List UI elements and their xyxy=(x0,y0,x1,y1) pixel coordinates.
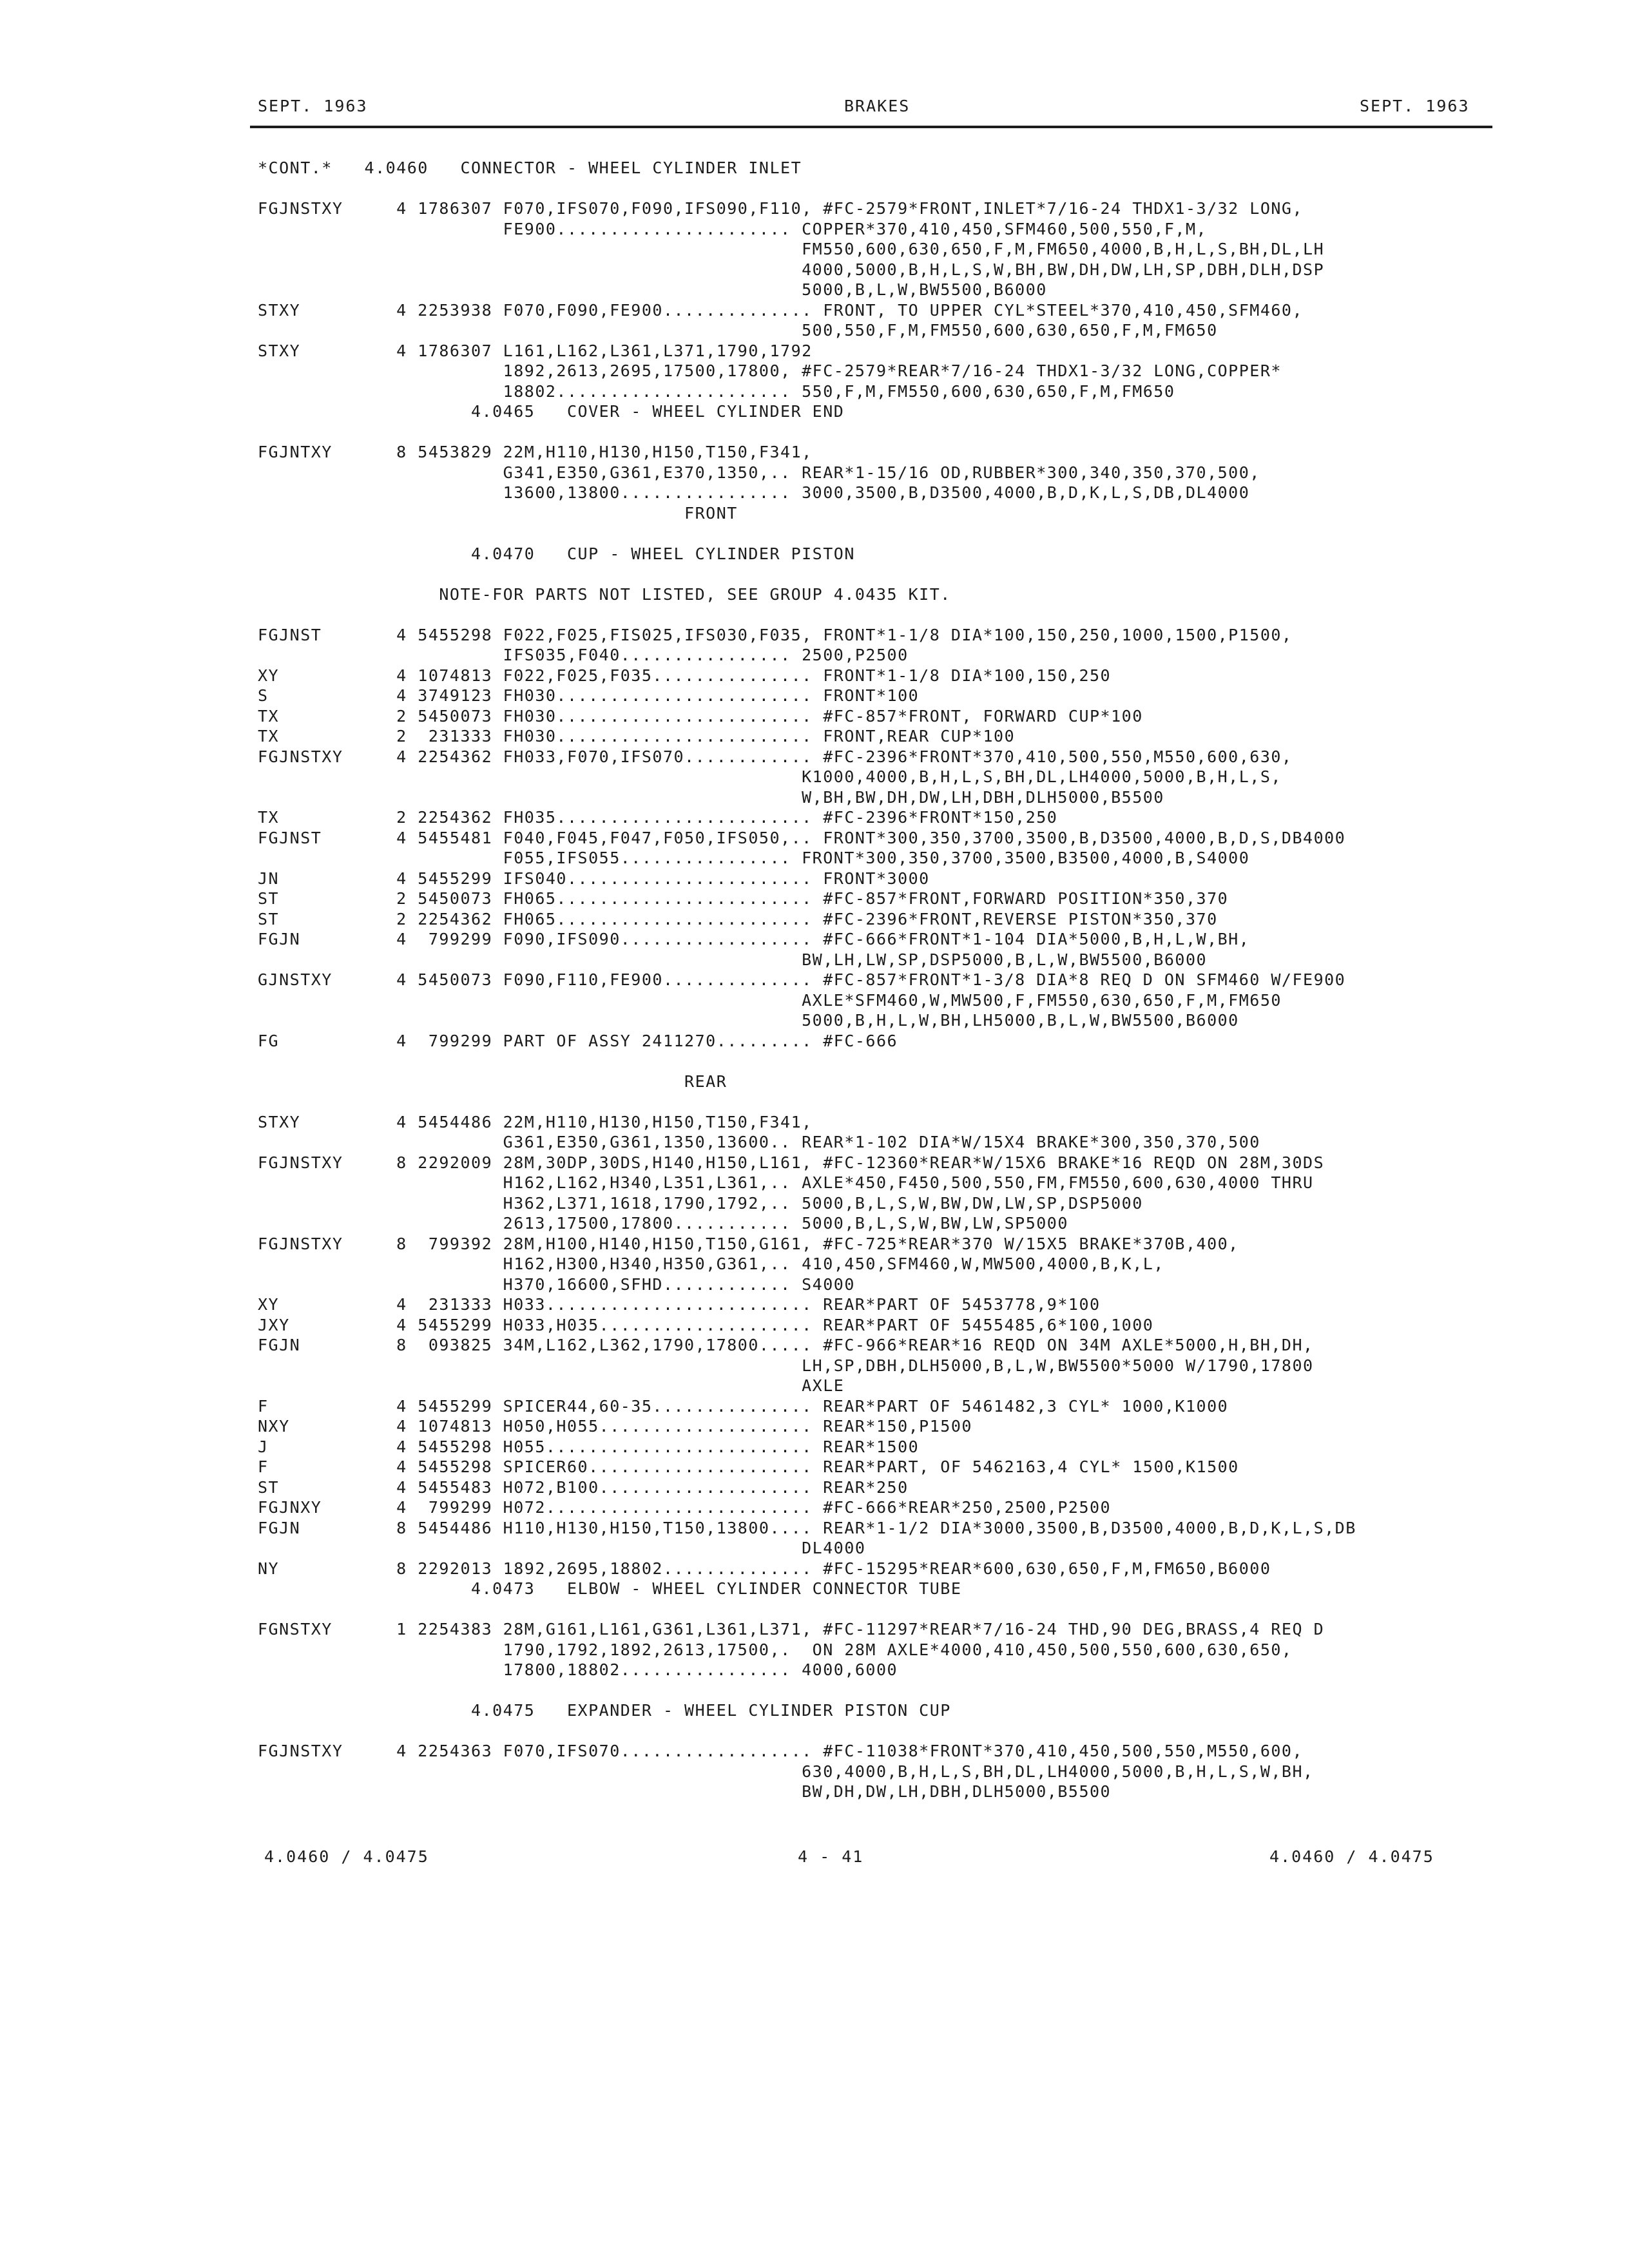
part-entry-line: JXY 4 5455299 H033,H035.................... REAR*PART OF 5455485,6*100,1000 xyxy=(258,1315,1154,1334)
footer-range-right: 4.0460 / 4.0475 xyxy=(1269,1847,1434,1866)
part-entry-line: FGJN 4 799299 F090,IFS090.................. #FC-666*FRONT*1-104 DIA*5000,B,H,L,W,BH, xyxy=(258,930,1250,948)
part-entry-line: NY 8 2292013 1892,2695,18802.............. #FC-15295*REAR*600,630,650,F,M,FM650,B6000 xyxy=(258,1559,1271,1578)
part-continuation-line: 1790,1792,1892,2613,17500,. ON 28M AXLE*4000,410,450,500,550,600,630,650, xyxy=(258,1640,1293,1659)
header-date-right: SEPT. 1963 xyxy=(1360,97,1470,115)
part-entry-line: ST 2 2254362 FH065........................ #FC-2396*FRONT,REVERSE PISTON*350,370 xyxy=(258,909,1218,928)
part-entry-line: FGJN 8 093825 34M,L162,L362,1790,17800..... #FC-966*REAR*16 REQD ON 34M AXLE*5000,H,BH,DH, xyxy=(258,1336,1314,1354)
part-entry-line: S 4 3749123 FH030........................ FRONT*100 xyxy=(258,686,920,705)
part-continuation-line: H162,L162,H340,L351,L361,.. AXLE*450,F450,500,550,FM,FM550,600,630,4000 THRU xyxy=(258,1173,1314,1192)
part-entry-line: TX 2 2254362 FH035........................ #FC-2396*FRONT*150,250 xyxy=(258,808,1058,827)
footer-range-left: 4.0460 / 4.0475 xyxy=(264,1847,429,1866)
part-entry-line: FG 4 799299 PART OF ASSY 2411270......... #FC-666 xyxy=(258,1031,898,1050)
part-continuation-line: BW,LH,LW,SP,DSP5000,B,L,W,BW5500,B6000 xyxy=(258,950,1208,969)
part-entry-line: JN 4 5455299 IFS040....................... FRONT*3000 xyxy=(258,869,930,888)
part-continuation-line: 5000,B,H,L,W,BH,LH5000,B,L,W,BW5500,B6000 xyxy=(258,1011,1239,1030)
part-continuation-line: FM550,600,630,650,F,M,FM650,4000,B,H,L,S,BH,DL,LH xyxy=(258,240,1325,258)
header-date-left: SEPT. 1963 xyxy=(258,97,368,115)
part-entry-line: J 4 5455298 H055......................... REAR*1500 xyxy=(258,1437,920,1456)
part-continuation-line: G361,E350,G361,1350,13600.. REAR*1-102 DIA*W/15X4 BRAKE*300,350,370,500 xyxy=(258,1133,1260,1151)
part-entry-line: XY 4 231333 H033......................... REAR*PART OF 5453778,9*100 xyxy=(258,1295,1101,1314)
part-entry-line: FGJNSTXY 8 2292009 28M,30DP,30DS,H140,H150,L161, #FC-12360*REAR*W/15X6 BRAKE*16 REQD ON 28M,30DS xyxy=(258,1153,1325,1172)
part-continuation-line: 500,550,F,M,FM550,600,630,650,F,M,FM650 xyxy=(258,321,1218,340)
part-continuation-line: LH,SP,DBH,DLH5000,B,L,W,BW5500*5000 W/1790,17800 xyxy=(258,1356,1314,1375)
part-continuation-line: FE900...................... COPPER*370,410,450,SFM460,500,550,F,M, xyxy=(258,219,1208,238)
part-continuation-line: 17800,18802................ 4000,6000 xyxy=(258,1660,898,1679)
part-entry-line: FGJNSTXY 4 2254363 F070,IFS070.................. #FC-11038*FRONT*370,410,450,500,550,M550,600, xyxy=(258,1742,1304,1760)
part-entry-line: TX 2 231333 FH030........................ FRONT,REAR CUP*100 xyxy=(258,727,1016,745)
part-entry-line: STXY 4 2253938 F070,F090,FE900.............. FRONT, TO UPPER CYL*STEEL*370,410,450,SFM460, xyxy=(258,300,1304,320)
part-continuation-line: F055,IFS055................ FRONT*300,350,3700,3500,B3500,4000,B,S4000 xyxy=(258,849,1250,867)
part-continuation-line: W,BH,BW,DH,DW,LH,DBH,DLH5000,B5500 xyxy=(258,787,1164,807)
part-entry-line: FGJNSTXY 4 2254362 FH033,F070,IFS070............ #FC-2396*FRONT*370,410,500,550,M550,600,630, xyxy=(258,747,1293,766)
part-entry-line: FGJNST 4 5455481 F040,F045,F047,F050,IFS050,.. FRONT*300,350,3700,3500,B,D3500,4000,B,D,S,DB4000 xyxy=(258,828,1346,847)
part-entry-line: TX 2 5450073 FH030........................ #FC-857*FRONT, FORWARD CUP*100 xyxy=(258,706,1143,726)
part-continuation-line: IFS035,F040................ 2500,P2500 xyxy=(258,646,909,664)
section-heading: 4.0465 COVER - WHEEL CYLINDER END xyxy=(258,402,845,421)
part-continuation-line: K1000,4000,B,H,L,S,BH,DL,LH4000,5000,B,H,L,S, xyxy=(258,767,1282,786)
part-entry-line: FGJNSTXY 4 1786307 F070,IFS070,F090,IFS090,F110, #FC-2579*FRONT,INLET*7/16-24 THDX1-3/32 LONG, xyxy=(258,199,1304,218)
part-entry-line: F 4 5455298 SPICER60..................... REAR*PART, OF 5462163,4 CYL* 1500,K1500 xyxy=(258,1457,1239,1476)
part-entry-line: XY 4 1074813 F022,F025,F035............... FRONT*1-1/8 DIA*100,150,250 xyxy=(258,666,1112,685)
part-entry-line: NXY 4 1074813 H050,H055.................... REAR*150,P1500 xyxy=(258,1417,972,1436)
part-continuation-line: 13600,13800................ 3000,3500,B,D3500,4000,B,D,K,L,S,DB,DL4000 xyxy=(258,483,1250,502)
part-entry-line: STXY 4 1786307 L161,L162,L361,L371,1790,1792 xyxy=(258,341,813,360)
part-continuation-line: BW,DH,DW,LH,DBH,DLH5000,B5500 xyxy=(258,1782,1112,1801)
part-continuation-line: H162,H300,H340,H350,G361,.. 410,450,SFM460,W,MW500,4000,B,K,L, xyxy=(258,1254,1164,1273)
part-continuation-line: 1892,2613,2695,17500,17800, #FC-2579*REAR*7/16-24 THDX1-3/32 LONG,COPPER* xyxy=(258,361,1282,380)
section-heading: *CONT.* 4.0460 CONNECTOR - WHEEL CYLINDER INLET xyxy=(258,159,802,177)
part-continuation-line: AXLE*SFM460,W,MW500,F,FM550,630,650,F,M,FM650 xyxy=(258,990,1282,1010)
part-entry-line: FGJNST 4 5455298 F022,F025,FIS025,IFS030,F035, FRONT*1-1/8 DIA*100,150,250,1000,1500,P1500, xyxy=(258,625,1293,644)
part-entry-line: F 4 5455299 SPICER44,60-35............... REAR*PART OF 5461482,3 CYL* 1000,K1000 xyxy=(258,1396,1229,1416)
part-entry-line: FGJNXY 4 799299 H072......................... #FC-666*REAR*250,2500,P2500 xyxy=(258,1498,1112,1517)
part-entry-line: STXY 4 5454486 22M,H110,H130,H150,T150,F341, xyxy=(258,1112,813,1131)
part-continuation-line: H362,L371,1618,1790,1792,.. 5000,B,L,S,W,BW,DW,LW,SP,DSP5000 xyxy=(258,1193,1143,1213)
part-continuation-line: 18802...................... 550,F,M,FM550,600,630,650,F,M,FM650 xyxy=(258,381,1175,401)
part-continuation-line: 5000,B,L,W,BW5500,B6000 xyxy=(258,280,1047,299)
section-heading: 4.0475 EXPANDER - WHEEL CYLINDER PISTON CUP xyxy=(258,1701,951,1720)
part-entry-line: FGNSTXY 1 2254383 28M,G161,L161,G361,L361,L371, #FC-11297*REAR*7/16-24 THD,90 DEG,BRASS,4 REQ D xyxy=(258,1620,1325,1639)
part-continuation-line: DL4000 xyxy=(258,1539,866,1557)
part-continuation-line: G341,E350,G361,E370,1350,.. REAR*1-15/16 OD,RUBBER*300,340,350,370,500, xyxy=(258,463,1260,482)
section-heading: 4.0470 CUP - WHEEL CYLINDER PISTON xyxy=(258,544,855,563)
part-entry-line: ST 2 5450073 FH065........................ #FC-857*FRONT,FORWARD POSITION*350,370 xyxy=(258,889,1229,908)
part-entry-line: FGJNSTXY 8 799392 28M,H100,H140,H150,T150,G161, #FC-725*REAR*370 W/15X5 BRAKE*370B,400, xyxy=(258,1234,1239,1253)
part-continuation-line: 630,4000,B,H,L,S,BH,DL,LH4000,5000,B,H,L,S,W,BH, xyxy=(258,1762,1314,1781)
part-entry-line: FGJNTXY 8 5453829 22M,H110,H130,H150,T150,F341, xyxy=(258,443,813,461)
part-continuation-line: H370,16600,SFHD............ S4000 xyxy=(258,1274,855,1294)
part-continuation-line: 4000,5000,B,H,L,S,W,BH,BW,DH,DW,LH,SP,DBH,DLH,DSP xyxy=(258,260,1325,279)
header-rule xyxy=(250,126,1492,128)
part-continuation-line: 2613,17500,17800........... 5000,B,L,S,W,BW,LW,SP5000 xyxy=(258,1214,1068,1233)
part-entry-line: FGJN 8 5454486 H110,H130,H150,T150,13800.... REAR*1-1/2 DIA*3000,3500,B,D3500,4000,B,D,K,L,S,DB xyxy=(258,1518,1356,1537)
part-continuation-line: AXLE xyxy=(258,1376,845,1395)
part-entry-line: ST 4 5455483 H072,B100.................... REAR*250 xyxy=(258,1477,909,1497)
section-heading: FRONT xyxy=(258,503,738,523)
section-heading: NOTE-FOR PARTS NOT LISTED, SEE GROUP 4.0435 KIT. xyxy=(258,584,951,604)
section-heading: 4.0473 ELBOW - WHEEL CYLINDER CONNECTOR TUBE xyxy=(258,1579,962,1598)
section-heading: REAR xyxy=(258,1072,728,1091)
part-entry-line: GJNSTXY 4 5450073 F090,F110,FE900.............. #FC-857*FRONT*1-3/8 DIA*8 REQ D ON SFM460 W/FE900 xyxy=(258,970,1346,989)
header-section-title: BRAKES xyxy=(844,97,911,115)
footer-page-number: 4 - 41 xyxy=(798,1847,864,1866)
